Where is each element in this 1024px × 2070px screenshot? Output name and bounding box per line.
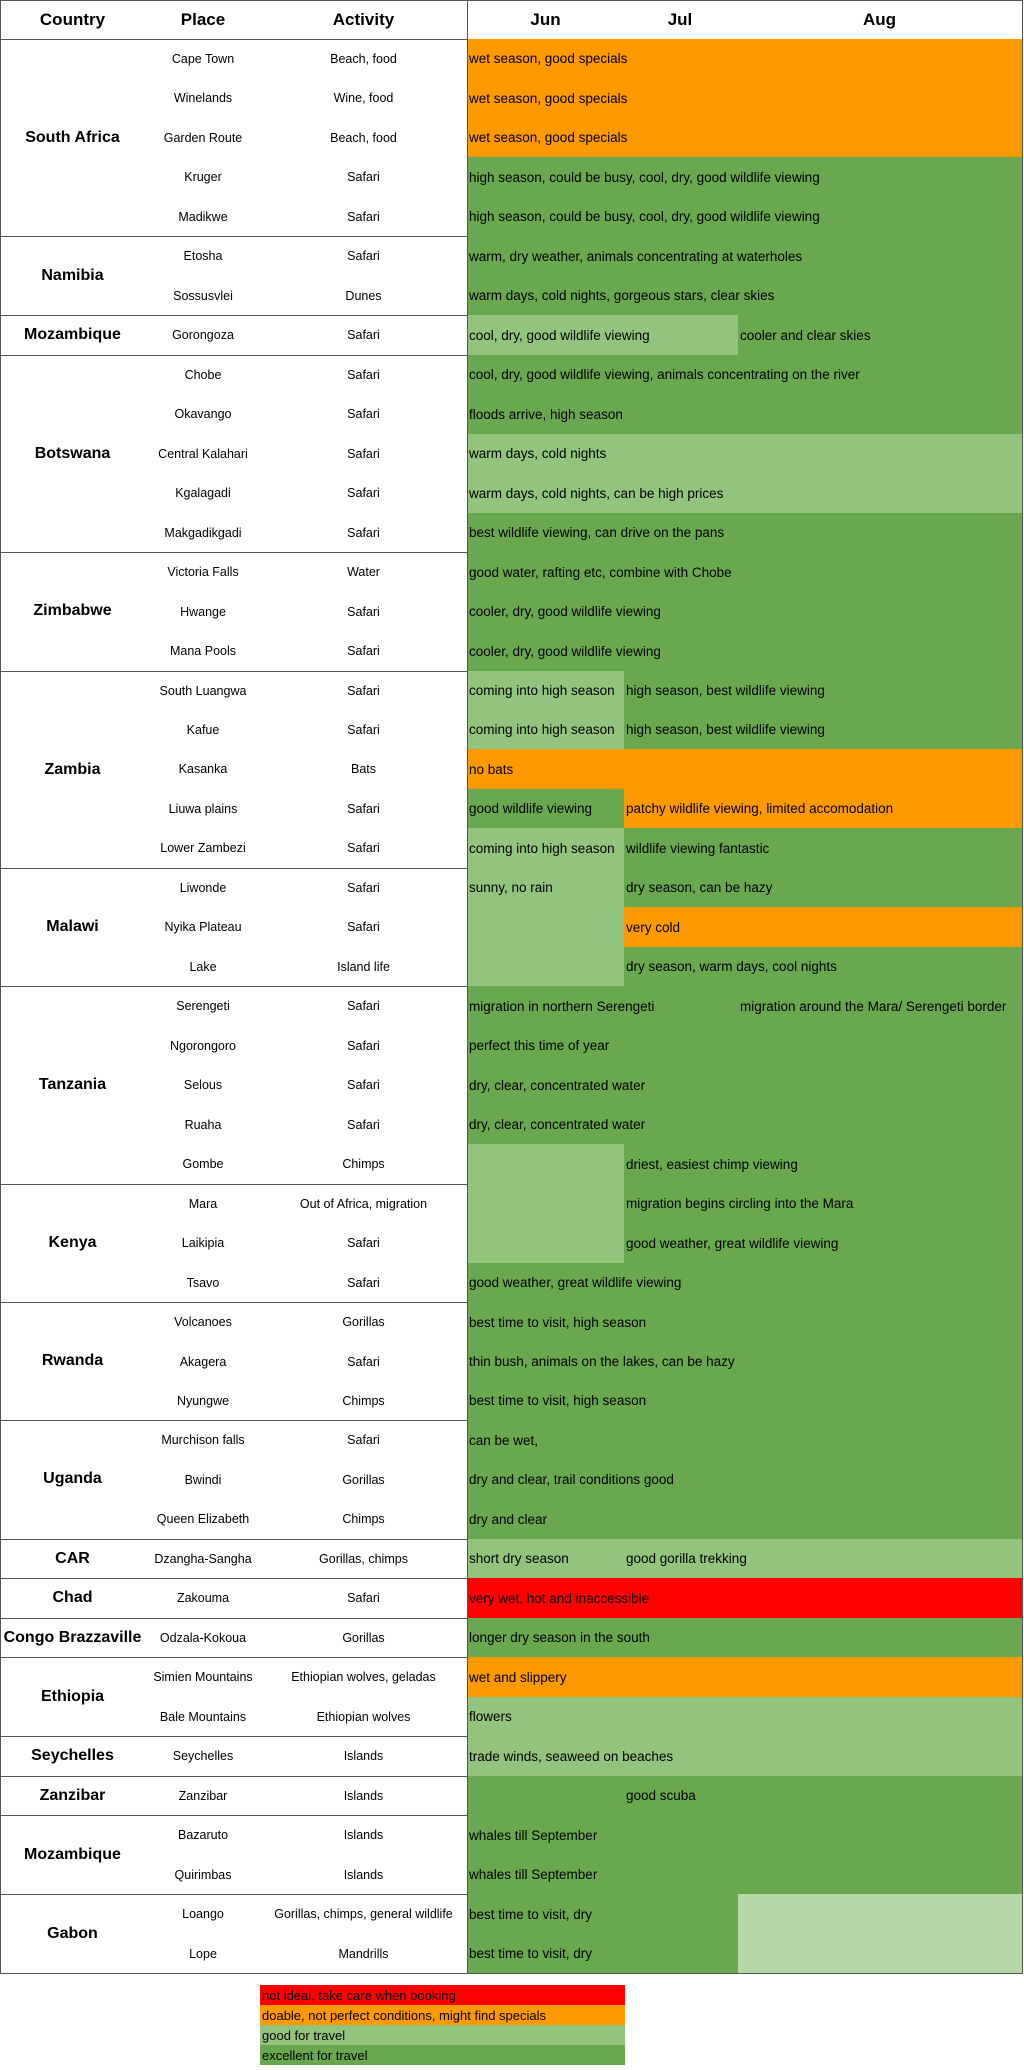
place-cell: Lake [189, 959, 217, 974]
place-cell: Bazaruto [177, 1827, 229, 1842]
calendar-cell: wet and slippery [467, 1657, 1023, 1697]
place-cell: Seychelles [172, 1748, 234, 1763]
calendar-cell: high season, best wildlife viewing [624, 671, 1023, 710]
activity-cell: Safari [347, 604, 380, 619]
header-jun: Jun [530, 9, 561, 29]
place-cell: Dzangha-Sangha [154, 1551, 252, 1566]
place-cell: Kgalagadi [175, 485, 231, 500]
calendar-cell: best time to visit, high season [467, 1302, 1023, 1342]
place-cell: Selous [183, 1077, 223, 1092]
calendar-cell: wet season, good specials [467, 39, 1023, 78]
calendar-cell [467, 1223, 624, 1263]
place-cell: Zakouma [176, 1590, 230, 1605]
activity-cell: Gorillas [342, 1472, 385, 1487]
activity-cell: Safari [347, 209, 380, 224]
place-cell: Loango [182, 1906, 224, 1921]
activity-cell: Chimps [342, 1393, 385, 1408]
calendar-cell: can be wet, [467, 1420, 1023, 1460]
activity-cell: Safari [347, 169, 380, 184]
place-cell: Akagera [179, 1354, 227, 1369]
calendar-cell [467, 1144, 624, 1184]
activity-cell: Chimps [342, 1156, 385, 1171]
place-cell: Murchison falls [161, 1432, 245, 1447]
place-cell: Kasanka [178, 761, 228, 776]
place-cell: South Luangwa [159, 683, 247, 698]
place-cell: Mana Pools [169, 643, 236, 658]
activity-cell: Islands [343, 1788, 384, 1803]
column-divider [467, 0, 468, 1973]
calendar-cell: cooler and clear skies [738, 315, 1023, 355]
place-cell: Laikipia [181, 1235, 225, 1250]
place-cell: Winelands [173, 90, 233, 105]
activity-cell: Out of Africa, migration [299, 1196, 428, 1211]
place-cell: Kruger [184, 169, 222, 184]
place-cell: Cape Town [171, 51, 235, 66]
place-cell: Garden Route [163, 130, 243, 145]
activity-cell: Beach, food [330, 51, 397, 66]
place-cell: Zanzibar [178, 1788, 228, 1803]
calendar-cell: high season, best wildlife viewing [624, 710, 1023, 749]
place-cell: Lope [189, 1946, 217, 1961]
country-cell: Tanzania [38, 1075, 107, 1093]
activity-cell: Safari [347, 1354, 380, 1369]
activity-cell: Beach, food [330, 130, 397, 145]
activity-cell: Mandrills [338, 1946, 389, 1961]
calendar-cell: dry season, warm days, cool nights [624, 947, 1023, 986]
calendar-cell: wet season, good specials [467, 78, 1023, 118]
place-cell: Okavango [174, 406, 232, 421]
place-cell: Hwange [180, 604, 226, 619]
place-cell: Liwonde [179, 880, 227, 895]
column-divider [1022, 0, 1023, 1973]
country-cell: Seychelles [31, 1746, 114, 1764]
activity-cell: Safari [347, 919, 380, 934]
calendar-cell: whales till September [467, 1855, 1023, 1894]
place-cell: Makgadikgadi [164, 525, 242, 540]
country-cell: Mozambique [24, 325, 121, 343]
country-cell: Malawi [46, 918, 99, 935]
country-cell: Botswana [34, 444, 111, 462]
activity-cell: Wine, food [333, 90, 394, 105]
calendar-cell: migration around the Mara/ Serengeti border [738, 986, 1023, 1026]
place-cell: Odzala-Kokoua [159, 1630, 247, 1645]
calendar-cell: best wildlife viewing, can drive on the pans [467, 513, 1023, 552]
activity-cell: Safari [347, 1077, 380, 1092]
activity-cell: Safari [347, 525, 380, 540]
legend-item: excellent for travel [260, 2045, 625, 2065]
calendar-cell: wildlife viewing fantastic [624, 828, 1023, 868]
calendar-cell [467, 907, 624, 947]
country-cell: Rwanda [41, 1352, 104, 1369]
place-cell: Nyika Plateau [164, 919, 242, 934]
place-cell: Simien Mountains [153, 1669, 253, 1684]
column-divider [0, 0, 1, 1973]
calendar-cell: floods arrive, high season [467, 394, 1023, 434]
calendar-cell: migration in northern Serengeti [467, 986, 738, 1026]
place-cell: Kafue [186, 722, 220, 737]
calendar-cell: coming into high season [467, 828, 624, 868]
country-cell: Zimbabwe [33, 602, 112, 619]
place-cell: Chobe [184, 367, 222, 382]
activity-cell: Ethiopian wolves [316, 1709, 411, 1724]
country-cell: South Africa [25, 128, 120, 146]
place-cell: Quirimbas [174, 1867, 232, 1882]
header-top-border [0, 0, 1023, 1]
calendar-cell: best time to visit, dry [467, 1894, 738, 1934]
activity-cell: Safari [347, 683, 380, 698]
calendar-cell: good wildlife viewing [467, 789, 624, 828]
calendar-cell: cool, dry, good wildlife viewing [467, 315, 738, 355]
activity-cell: Safari [347, 1038, 380, 1053]
calendar-cell: dry, clear, concentrated water [467, 1105, 1023, 1144]
table-bottom-border [0, 1973, 1023, 1974]
calendar-cell: no bats [467, 749, 1023, 789]
header-place: Place [180, 9, 226, 29]
legend-item: not ideal, take care when booking [260, 1985, 625, 2005]
place-cell: Gorongoza [172, 327, 234, 342]
country-cell: Zambia [44, 760, 101, 778]
calendar-cell: good water, rafting etc, combine with Chobe [467, 552, 1023, 592]
activity-cell: Safari [347, 248, 380, 263]
calendar-cell: cooler, dry, good wildlife viewing [467, 592, 1023, 631]
calendar-cell: perfect this time of year [467, 1026, 1023, 1065]
legend-item: doable, not perfect conditions, might find specials [260, 2005, 625, 2025]
activity-cell: Safari [347, 998, 380, 1013]
activity-cell: Dunes [345, 288, 382, 303]
activity-cell: Safari [347, 643, 380, 658]
place-cell: Victoria Falls [167, 564, 239, 579]
calendar-cell: good scuba [624, 1776, 1023, 1815]
place-cell: Mara [188, 1196, 218, 1211]
calendar-cell: dry season, can be hazy [624, 868, 1023, 907]
place-cell: Ruaha [184, 1117, 222, 1132]
activity-cell: Island life [337, 959, 390, 974]
calendar-cell: best time to visit, dry [467, 1934, 738, 1973]
activity-cell: Safari [347, 722, 380, 737]
calendar-cell: short dry season [467, 1539, 624, 1578]
calendar-cell: sunny, no rain [467, 868, 624, 907]
activity-cell: Islands [343, 1748, 384, 1763]
calendar-cell: very cold [624, 907, 1023, 947]
place-cell: Serengeti [176, 998, 230, 1013]
activity-cell: Safari [347, 367, 380, 382]
calendar-cell: high season, could be busy, cool, dry, good wildlife viewing [467, 157, 1023, 197]
activity-cell: Safari [347, 1590, 380, 1605]
country-cell: Congo Brazzaville [3, 1628, 142, 1646]
calendar-cell [738, 1894, 1023, 1934]
activity-cell: Gorillas [342, 1630, 385, 1645]
place-cell: Bale Mountains [159, 1709, 247, 1724]
country-cell: Chad [52, 1588, 93, 1606]
place-cell: Bwindi [184, 1472, 222, 1487]
calendar-cell: coming into high season [467, 671, 624, 710]
country-cell: Uganda [43, 1470, 102, 1487]
calendar-cell: dry and clear, trail conditions good [467, 1460, 1023, 1499]
country-cell: Gabon [47, 1924, 98, 1942]
place-cell: Queen Elizabeth [156, 1511, 250, 1526]
place-cell: Lower Zambezi [160, 840, 246, 855]
activity-cell: Islands [343, 1827, 384, 1842]
place-cell: Central Kalahari [158, 446, 248, 461]
activity-cell: Safari [347, 880, 380, 895]
activity-cell: Bats [350, 761, 376, 776]
activity-cell: Gorillas, chimps [319, 1551, 408, 1566]
activity-cell: Ethiopian wolves, geladas [291, 1669, 436, 1684]
calendar-cell: very wet, hot and inaccessible [467, 1578, 1023, 1618]
place-cell: Tsavo [186, 1275, 220, 1290]
calendar-cell: warm days, cold nights, gorgeous stars, clear skies [467, 276, 1023, 315]
activity-cell: Safari [347, 801, 380, 816]
calendar-cell: driest, easiest chimp viewing [624, 1144, 1023, 1184]
activity-cell: Gorillas, chimps, general wildlife [274, 1906, 453, 1921]
calendar-cell: trade winds, seaweed on beaches [467, 1736, 1023, 1776]
calendar-cell: high season, could be busy, cool, dry, good wildlife viewing [467, 197, 1023, 236]
calendar-cell: coming into high season [467, 710, 624, 749]
place-cell: Ngorongoro [169, 1038, 236, 1053]
activity-cell: Safari [347, 1275, 380, 1290]
place-cell: Sossusvlei [173, 288, 233, 303]
legend-item: good for travel [260, 2025, 625, 2045]
activity-cell: Safari [347, 327, 380, 342]
activity-cell: Safari [347, 406, 380, 421]
country-cell: Kenya [48, 1234, 97, 1251]
place-cell: Nyungwe [176, 1393, 230, 1408]
calendar-cell: warm, dry weather, animals concentrating at waterholes [467, 236, 1023, 276]
calendar-cell [467, 1184, 624, 1223]
calendar-cell: wet season, good specials [467, 118, 1023, 157]
calendar-cell: warm days, cold nights [467, 434, 1023, 473]
calendar-cell: good gorilla trekking [624, 1539, 1023, 1578]
activity-cell: Chimps [342, 1511, 385, 1526]
activity-cell: Safari [347, 446, 380, 461]
country-cell: Zanzibar [39, 1786, 106, 1804]
header-jul: Jul [667, 9, 693, 29]
calendar-cell: dry, clear, concentrated water [467, 1065, 1023, 1105]
place-cell: Liuwa plains [168, 801, 238, 816]
activity-cell: Water [347, 564, 380, 579]
calendar-cell: best time to visit, high season [467, 1381, 1023, 1420]
calendar-cell [467, 1776, 624, 1815]
activity-cell: Islands [343, 1867, 384, 1882]
activity-cell: Safari [347, 485, 380, 500]
calendar-cell [467, 947, 624, 986]
activity-cell: Safari [347, 1432, 380, 1447]
place-cell: Madikwe [178, 209, 228, 224]
activity-cell: Safari [347, 840, 380, 855]
header-aug: Aug [862, 9, 897, 29]
place-cell: Gombe [182, 1156, 224, 1171]
country-cell: Mozambique [24, 1845, 121, 1863]
calendar-cell: cool, dry, good wildlife viewing, animals concentrating on the river [467, 355, 1023, 394]
calendar-cell: dry and clear [467, 1499, 1023, 1539]
calendar-cell: patchy wildlife viewing, limited accomodation [624, 789, 1023, 828]
place-cell: Etosha [183, 248, 223, 263]
calendar-cell: good weather, great wildlife viewing [624, 1223, 1023, 1263]
activity-cell: Safari [347, 1235, 380, 1250]
calendar-cell: thin bush, animals on the lakes, can be hazy [467, 1342, 1023, 1381]
country-cell: CAR [55, 1549, 90, 1567]
country-cell: Ethiopia [40, 1687, 105, 1705]
place-cell: Volcanoes [174, 1314, 232, 1329]
activity-cell: Safari [347, 1117, 380, 1132]
header-country: Country [39, 9, 106, 29]
calendar-cell: cooler, dry, good wildlife viewing [467, 631, 1023, 671]
calendar-cell: whales till September [467, 1815, 1023, 1855]
calendar-cell: migration begins circling into the Mara [624, 1184, 1023, 1223]
activity-cell: Gorillas [342, 1314, 385, 1329]
calendar-cell: good weather, great wildlife viewing [467, 1263, 1023, 1302]
calendar-cell [738, 1934, 1023, 1973]
country-cell: Namibia [41, 266, 104, 284]
calendar-cell: warm days, cold nights, can be high prices [467, 473, 1023, 513]
header-activity: Activity [332, 9, 395, 29]
calendar-cell: flowers [467, 1697, 1023, 1736]
calendar-cell: longer dry season in the south [467, 1618, 1023, 1657]
